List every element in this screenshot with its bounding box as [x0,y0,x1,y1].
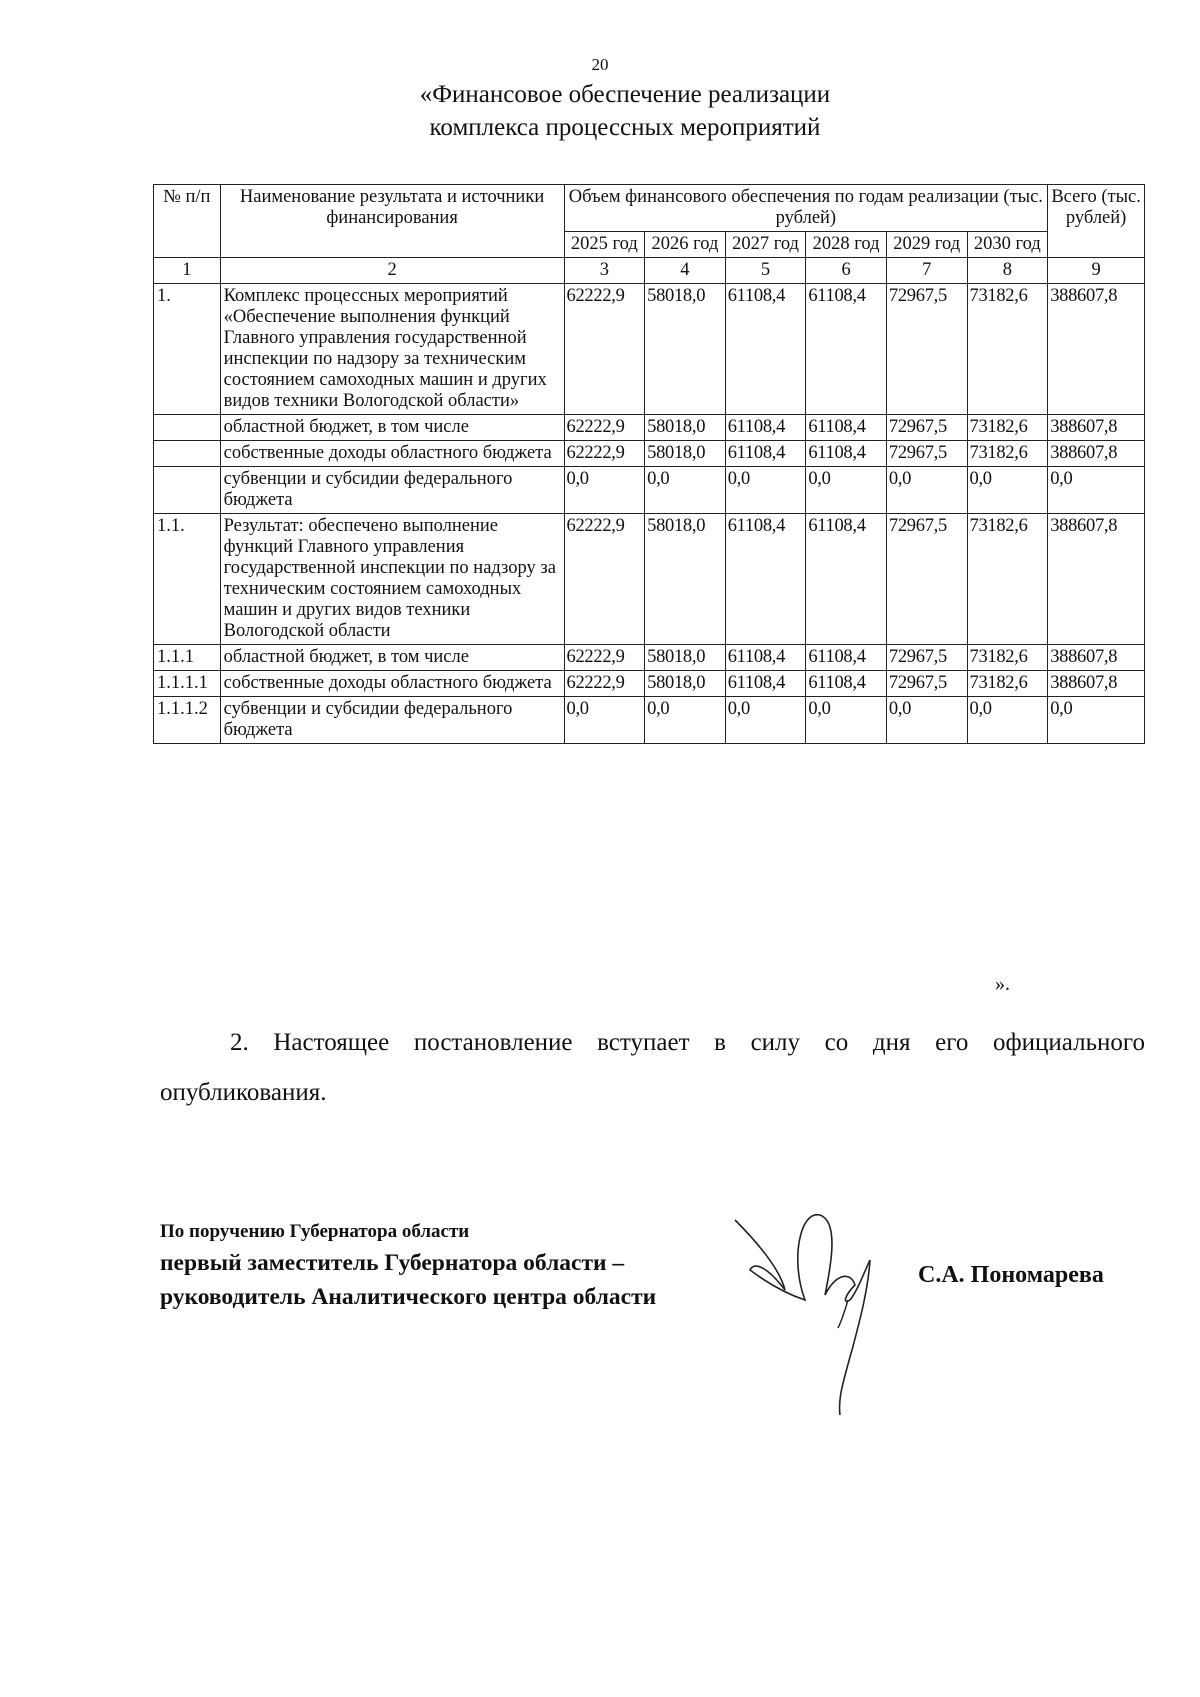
row-name: Результат: обеспечено выполнение функций Главного управления государственной инспекции по надзору за техническим состоянием самоходных машин и других видов техники Вологодской области [220,514,564,645]
row-year-value: 61108,4 [806,441,887,467]
signoff-block [160,1218,656,1314]
row-year-value: 0,0 [886,467,967,514]
column-numbers-row [154,258,1145,284]
title-line-2: комплекса процессных мероприятий [429,114,821,141]
table-row [154,441,1145,467]
row-year-value: 73182,6 [967,671,1048,697]
row-name: областной бюджет, в том числе [220,415,564,441]
signoff-line-1: По поручению Губернатора области [160,1221,470,1242]
row-year-value: 61108,4 [806,415,887,441]
column-number: 2 [220,258,564,284]
header-num: № п/п [154,185,221,258]
row-year-value: 61108,4 [806,645,887,671]
row-number [154,415,221,441]
signer-name: С.А. Пономарева [918,1262,1104,1288]
row-name: субвенции и субсидии федерального бюджета [220,697,564,744]
row-year-value: 61108,4 [725,671,806,697]
row-number [154,467,221,514]
handwritten-signature [730,1200,930,1420]
row-year-value: 72967,5 [886,284,967,415]
row-year-value: 61108,4 [725,645,806,671]
row-year-value: 72967,5 [886,415,967,441]
row-total-value: 388607,8 [1048,415,1145,441]
header-year: 2027 год [725,232,806,258]
row-total-value: 0,0 [1048,697,1145,744]
row-year-value: 73182,6 [967,514,1048,645]
row-year-value: 0,0 [967,467,1048,514]
table-row [154,671,1145,697]
row-total-value: 388607,8 [1048,514,1145,645]
row-year-value: 0,0 [806,697,887,744]
row-name: Комплекс процессных мероприятий «Обеспечение выполнения функций Главного управления государственной инспекции по надзору за техническим состоянием самоходных машин и других видов техники Вологодской области» [220,284,564,415]
row-year-value: 58018,0 [645,441,726,467]
row-year-value: 58018,0 [645,514,726,645]
row-number: 1. [154,284,221,415]
row-year-value: 58018,0 [645,645,726,671]
row-year-value: 61108,4 [725,441,806,467]
row-total-value: 388607,8 [1048,671,1145,697]
header-total: Всего (тыс. рублей) [1048,185,1145,258]
row-number: 1.1.1.2 [154,697,221,744]
header-name: Наименование результата и источники финансирования [220,185,564,258]
column-number: 8 [967,258,1048,284]
header-year: 2026 год [645,232,726,258]
row-year-value: 61108,4 [725,284,806,415]
table-row [154,415,1145,441]
column-number: 9 [1048,258,1145,284]
row-name: субвенции и субсидии федерального бюджета [220,467,564,514]
effective-date-paragraph: 2. Настоящее постановление вступает в силу со дня его официального опубликования. [160,1029,1145,1106]
row-year-value: 62222,9 [564,415,645,441]
row-year-value: 72967,5 [886,645,967,671]
signoff-line-2: первый заместитель Губернатора области – [160,1250,625,1276]
column-number: 7 [886,258,967,284]
row-name: собственные доходы областного бюджета [220,441,564,467]
column-number: 4 [645,258,726,284]
row-total-value: 388607,8 [1048,645,1145,671]
table-row [154,514,1145,645]
table-row [154,697,1145,744]
row-total-value: 0,0 [1048,467,1145,514]
row-year-value: 72967,5 [886,514,967,645]
row-year-value: 61108,4 [806,671,887,697]
document-title [0,78,1200,144]
row-name: областной бюджет, в том числе [220,645,564,671]
row-year-value: 62222,9 [564,671,645,697]
row-year-value: 73182,6 [967,441,1048,467]
row-year-value: 72967,5 [886,441,967,467]
closing-quote-mark: ». [995,973,1010,995]
row-year-value: 61108,4 [806,514,887,645]
row-year-value: 0,0 [564,697,645,744]
row-year-value: 61108,4 [725,514,806,645]
financing-table [153,184,1145,744]
row-year-value: 62222,9 [564,284,645,415]
row-year-value: 0,0 [645,697,726,744]
row-year-value: 58018,0 [645,284,726,415]
header-year: 2025 год [564,232,645,258]
row-number: 1.1. [154,514,221,645]
row-total-value: 388607,8 [1048,284,1145,415]
column-number: 1 [154,258,221,284]
row-year-value: 73182,6 [967,284,1048,415]
row-year-value: 0,0 [564,467,645,514]
row-year-value: 58018,0 [645,671,726,697]
header-year: 2030 год [967,232,1048,258]
row-year-value: 0,0 [725,697,806,744]
row-number: 1.1.1 [154,645,221,671]
table-row [154,284,1145,415]
row-number [154,441,221,467]
row-year-value: 73182,6 [967,645,1048,671]
row-year-value: 0,0 [806,467,887,514]
row-year-value: 0,0 [886,697,967,744]
row-year-value: 73182,6 [967,415,1048,441]
row-name: собственные доходы областного бюджета [220,671,564,697]
header-year: 2029 год [886,232,967,258]
header-volume: Объем финансового обеспечения по годам реализации (тыс. рублей) [564,185,1048,232]
row-number: 1.1.1.1 [154,671,221,697]
row-year-value: 62222,9 [564,645,645,671]
header-year: 2028 год [806,232,887,258]
row-year-value: 61108,4 [806,284,887,415]
row-year-value: 62222,9 [564,514,645,645]
title-line-1: «Финансовое обеспечение реализации [419,81,831,108]
row-year-value: 0,0 [725,467,806,514]
table-row [154,467,1145,514]
row-year-value: 72967,5 [886,671,967,697]
row-year-value: 0,0 [967,697,1048,744]
column-number: 3 [564,258,645,284]
row-total-value: 388607,8 [1048,441,1145,467]
page-number: 20 [591,55,609,74]
row-year-value: 62222,9 [564,441,645,467]
signoff-line-3: руководитель Аналитического центра области [160,1284,657,1310]
column-number: 6 [806,258,887,284]
row-year-value: 0,0 [645,467,726,514]
column-number: 5 [725,258,806,284]
row-year-value: 61108,4 [725,415,806,441]
row-year-value: 58018,0 [645,415,726,441]
table-row [154,645,1145,671]
